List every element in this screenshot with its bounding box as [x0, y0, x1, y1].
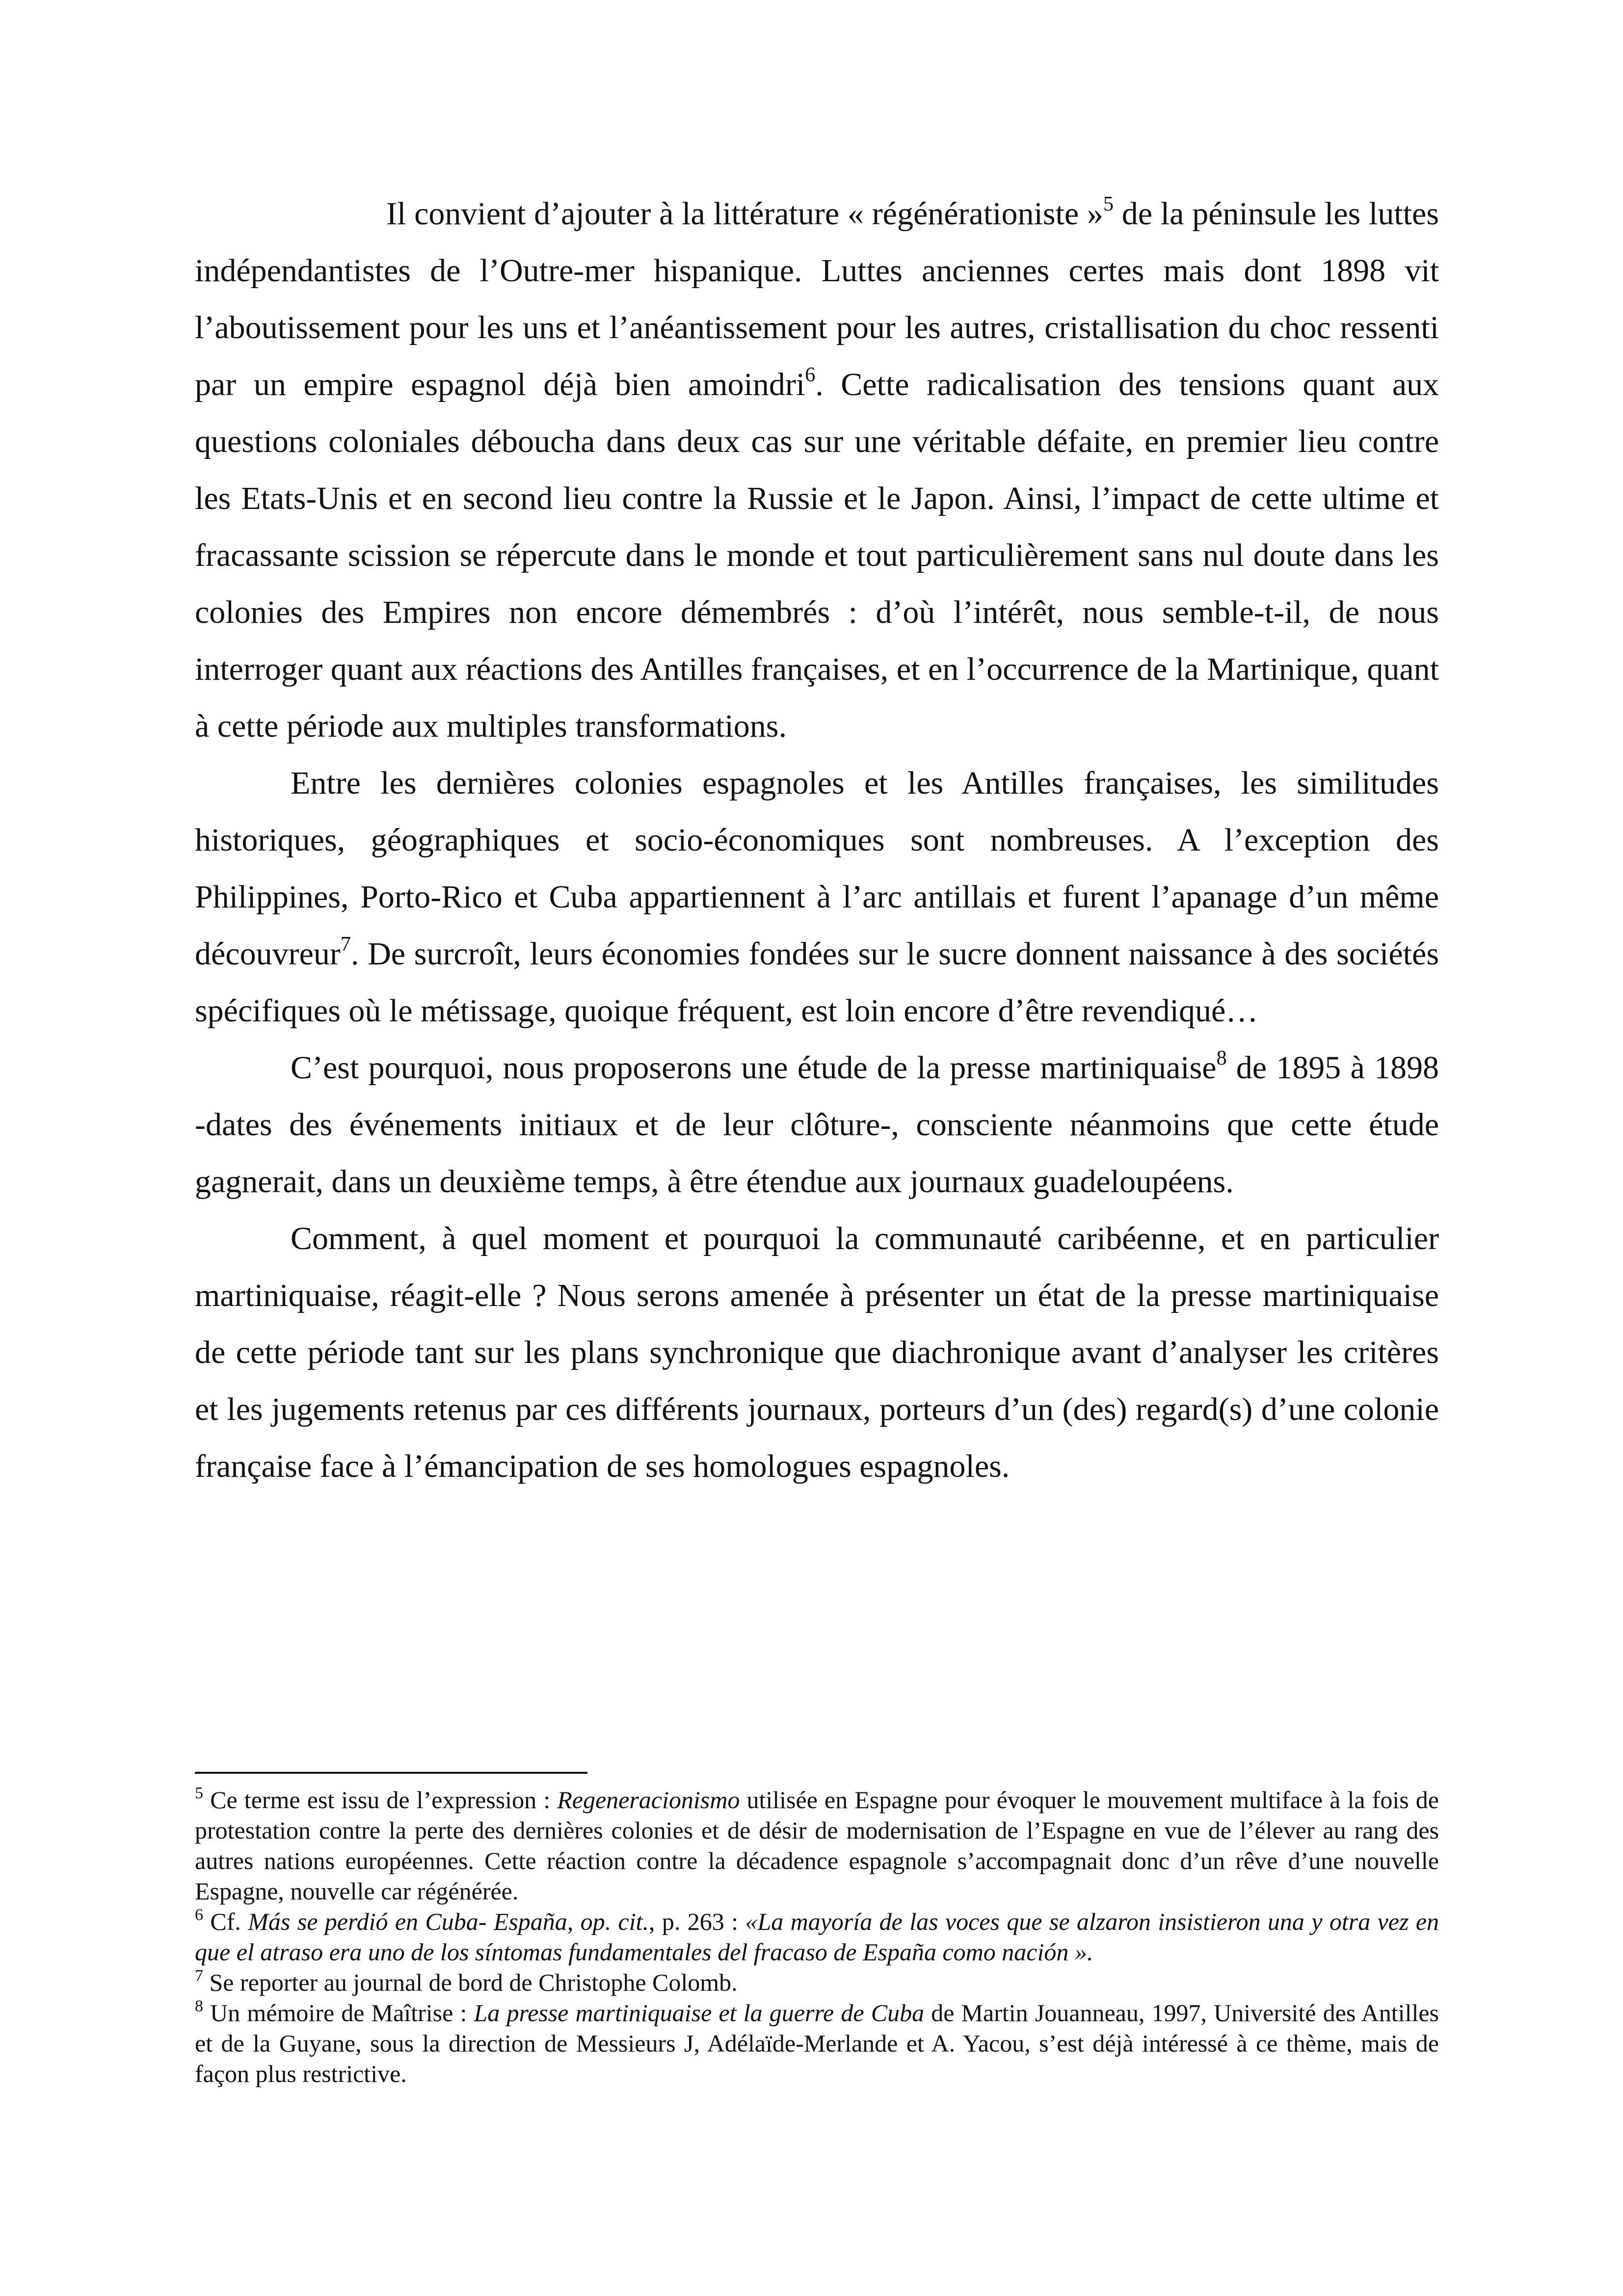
footnotes: [195, 1785, 1439, 2089]
paragraph-1-text-c: . Cette radicalisation des tensions quant aux questions coloniales déboucha dans deux cas sur une véritable défaite, en premier lieu contre les Etats-Unis et en second lieu contre la Russie et le Japon. Ainsi, l’impact de cette ultime et fracassante scission se répercute dans le monde et tout particulièrement sans nul doute dans les colonies des Empires non encore démembrés : d’où l’intérêt, nous semble-t-il, de nous interroger quant aux réactions des Antilles françaises, et en l’occurrence de la Martinique, quant à cette période aux multiples transformations.: [195, 367, 1439, 744]
paragraph-3-text-a: C’est pourquoi, nous proposerons une étude de la presse martiniquaise: [291, 1050, 1217, 1086]
footnote-text: de Martin Jouanneau, 1997, Université des Antilles et de la Guyane, sous la direction de Messieurs J, Adélaïde-Merlande et A. Yacou, s’est déjà intéressé à ce thème, mais de façon plus restrictive.: [195, 1999, 1439, 2087]
footnote-italic-quote: «La mayoría de las voces que se alzaron insistieron una y otra vez en que el atraso era uno de los síntomas fundamentales del fracaso de España como nación ».: [195, 1908, 1439, 1966]
footnote-ref-5: 5: [1103, 193, 1114, 215]
footnote-italic-text: La presse martiniquaise et la guerre de Cuba: [474, 1999, 925, 2027]
footnote-text: utilisée en Espagne pour évoquer le mouvement multiface à la fois de protestation contre la perte des dernières colonies et de désir de modernisation de l’Espagne en vue de l’élever au rang des autres nations européennes. Cette réaction contre la décadence espagnole s’accompagnait donc d’un rêve d’une nouvelle Espagne, nouvelle car régénérée.: [195, 1786, 1439, 1905]
footnote-ref-7: 7: [340, 933, 351, 956]
body-text: [195, 186, 1439, 1495]
paragraph-1-text-a: Il convient d’ajouter à la littérature « régénérationiste »: [386, 196, 1103, 232]
footnote-ref-8: 8: [1216, 1047, 1227, 1069]
footnote-italic-text: Regeneracionismo: [557, 1786, 740, 1814]
footnote-8: [195, 1998, 1439, 2089]
footnote-italic-text: Más se perdió en Cuba- España, op. cit.: [248, 1908, 649, 1935]
footnote-text: Ce terme est issu de l’expression :: [203, 1786, 558, 1814]
paragraph-2: [195, 755, 1439, 1040]
footnote-text: , p. 263 :: [649, 1908, 745, 1935]
footnote-text: Se reporter au journal de bord de Christophe Colomb.: [203, 1969, 738, 1996]
footnote-5: [195, 1785, 1439, 1906]
paragraph-4-text: Comment, à quel moment et pourquoi la communauté caribéenne, et en particulier martiniquaise, réagit-elle ? Nous serons amenée à présenter un état de la presse martiniquaise de cette période tant sur les plans synchronique que diachronique avant d’analyser les critères et les jugements retenus par ces différents journaux, porteurs d’un (des) regard(s) d’une colonie française face à l’émancipation de ses homologues espagnoles.: [195, 1221, 1439, 1484]
footnote-6: [195, 1906, 1439, 1967]
paragraph-3: [195, 1040, 1439, 1210]
footnote-ref-6: 6: [805, 364, 816, 386]
footnote-text: Cf.: [203, 1908, 248, 1935]
footnote-number: 6: [195, 1906, 203, 1924]
paragraph-1-text-b: de la péninsule les luttes indépendantistes de l’Outre-mer hispanique. Luttes anciennes certes mais dont 1898 vit l’aboutissement pour les uns et l’anéantissement pour les autres, cristallisation du choc ressenti par un empire espagnol déjà bien amoindri: [195, 196, 1439, 402]
footnote-7: [195, 1967, 1439, 1998]
footnote-separator: [195, 1772, 587, 1774]
paragraph-3-text-b: de 1895 à 1898 -dates des événements initiaux et de leur clôture-, consciente néanmoins que cette étude gagnerait, dans un deuxième temps, à être étendue aux journaux guadeloupéens.: [195, 1050, 1439, 1200]
paragraph-1: [195, 186, 1439, 755]
footnote-number: 5: [195, 1784, 203, 1802]
paragraph-2-text-b: . De surcroît, leurs économies fondées sur le sucre donnent naissance à des sociétés spécifiques où le métissage, quoique fréquent, est loin encore d’être revendiqué…: [195, 936, 1439, 1029]
paragraph-2-text-a: Entre les dernières colonies espagnoles et les Antilles françaises, les similitudes historiques, géographiques et socio-économiques sont nombreuses. A l’exception des Philippines, Porto-Rico et Cuba appartiennent à l’arc antillais et furent l’apanage d’un même découvreur: [195, 765, 1439, 972]
paragraph-4: [195, 1210, 1439, 1495]
footnote-number: 7: [195, 1967, 203, 1985]
footnote-number: 8: [195, 1997, 203, 2015]
footnote-text: Un mémoire de Maîtrise :: [203, 1999, 474, 2027]
